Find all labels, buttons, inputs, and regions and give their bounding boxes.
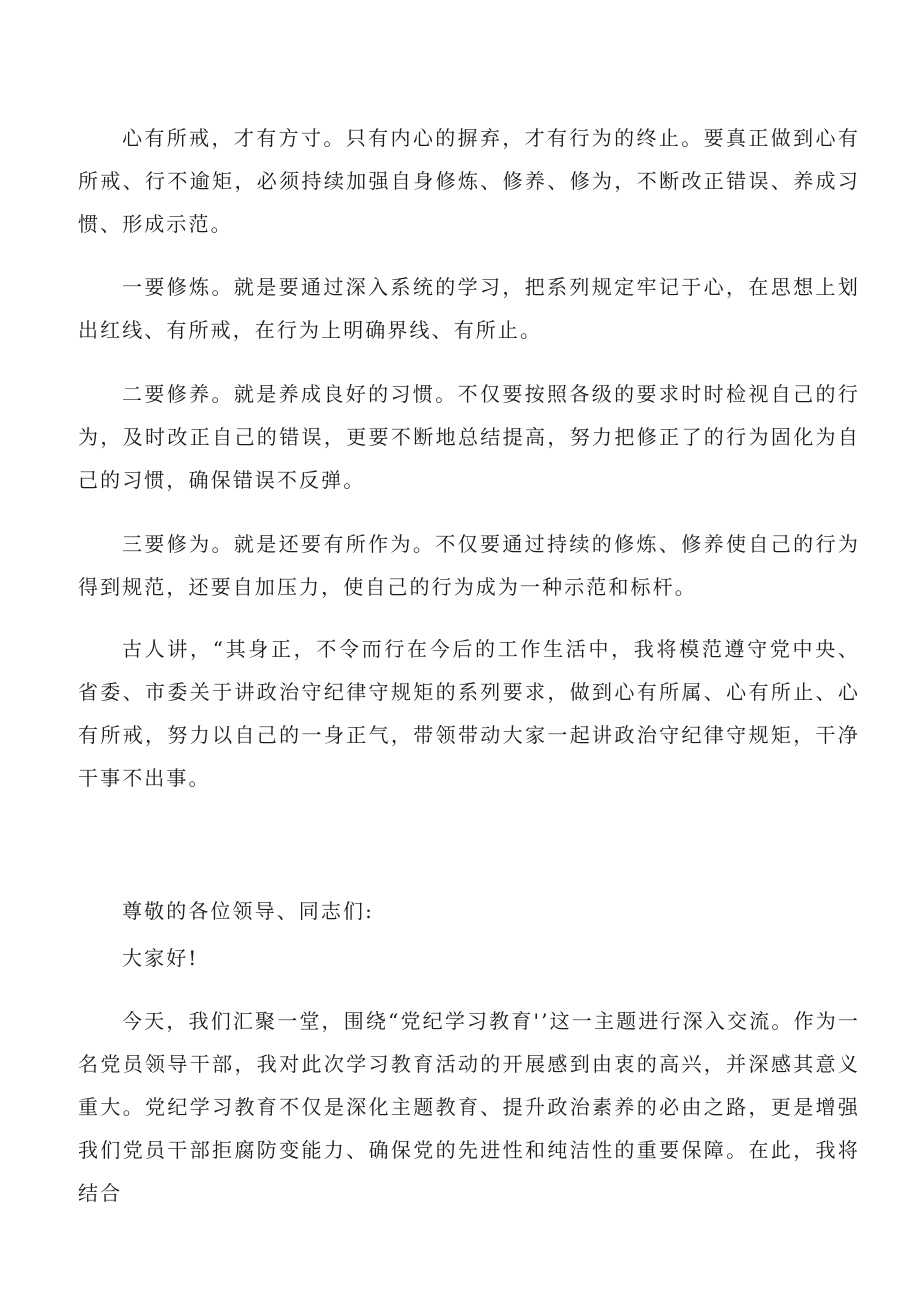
paragraph-achievement: 三要修为。就是还要有所作为。不仅要通过持续的修炼、修养使自己的行为得到规范，还要自加压力，使自己的行为成为一种示范和标杆。 [78,532,860,599]
greeting: 大家好! [122,946,199,970]
paragraph-ancient-saying: 古人讲，“其身正，不令而行在今后的工作生活中，我将模范遵守党中央、省委、市委关于讲政治守纪律守规矩的系列要求，做到心有所属、心有所止、心有所戒，努力以自己的一身正气，带领带动大家一起讲政治守纪律守规矩，干净干事不出事。 [78,637,860,790]
paragraph-speech-intro: 今天，我们汇聚一堂，围绕“党纪学习教育'’这一主题进行深入交流。作为一名党员领导干部，我对此次学习教育活动的开展感到由衷的高兴，并深感其意义重大。党纪学习教育不仅是深化主题教育、提升政治素养的必由之路，更是增强我们党员干部拒腐防变能力、确保党的先进性和纯洁性的重要保障。在此，我将结合 [78,1009,860,1205]
salutation: 尊敬的各位领导、同志们: [122,899,374,923]
paragraph-self-discipline: 二要修养。就是养成良好的习惯。不仅要按照各级的要求时时检视自己的行为，及时改正自己的错误，更要不断地总结提高，努力把修正了的行为固化为自己的习惯，确保错误不反弹。 [78,382,860,492]
paragraph-cultivation: 一要修炼。就是要通过深入系统的学习，把系列规定牢记于心，在思想上划出红线、有所戒，在行为上明确界线、有所止。 [78,275,860,342]
paragraph-self-restraint: 心有所戒，才有方寸。只有内心的摒弃，才有行为的终止。要真正做到心有所戒、行不逾矩，必须持续加强自身修炼、修养、修为，不断改正错误、养成习惯、形成示范。 [78,126,860,236]
